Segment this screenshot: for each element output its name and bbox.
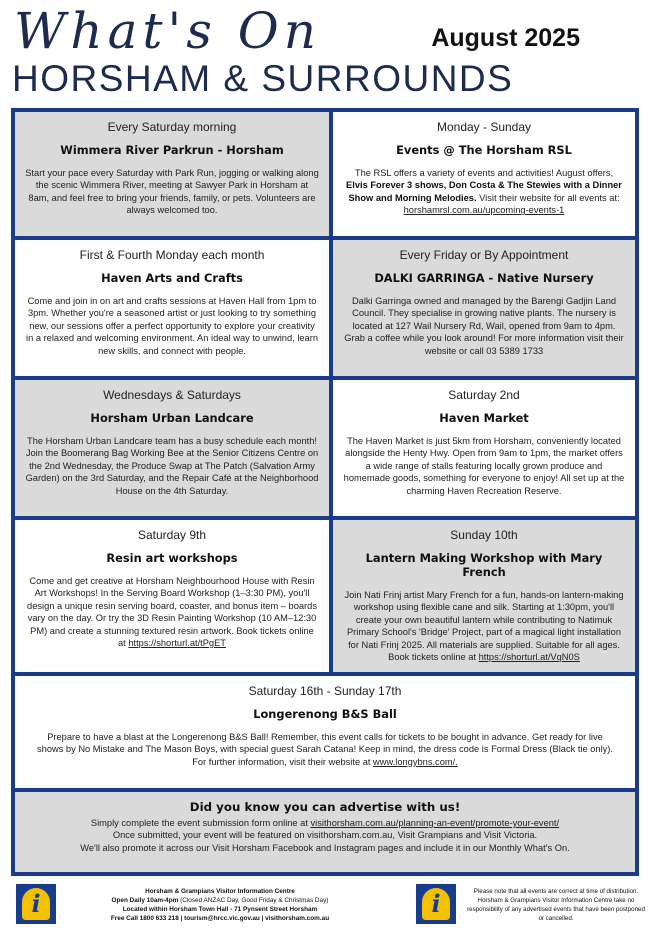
- month-heading: August 2025: [431, 24, 580, 52]
- event-date: Sunday 10th: [450, 528, 518, 542]
- event-date: Every Friday or By Appointment: [399, 248, 569, 262]
- event-booking-link[interactable]: https://shorturl.at/tPgET: [128, 638, 226, 649]
- event-card: [15, 240, 329, 376]
- event-date: Wednesdays & Saturdays: [103, 388, 241, 402]
- event-description-text: Join Nati Frinj artist Mary French for a fun, hands-on lantern-making workshop using flexible cane and silk. Starting at 1:30pm, you'll create your own beautiful lantern while contributing to Natimuk Primary School's 'Bridge' Project, part of a magical light installation for Nati Frinj 2025. All materials are supplied. Suitable for all ages. Book tickets online at: [344, 590, 624, 663]
- event-description: The Horsham Urban Landcare team has a busy schedule each month! Join the Boomerang Bag Working Bee at the Senior Citizens Centre on the 2nd Wednesday, the Produce Swap at The Patch (Salvation Army Garden) on the 3rd Saturday, and the Repair Café at the Neighborhood House on the 4th Saturday.: [25, 436, 319, 496]
- closed-days: (Closed ANZAC Day, Good Friday & Christmas Day): [178, 897, 329, 904]
- visitor-information-icon: [416, 884, 456, 924]
- event-date: Saturday 16th - Sunday 17th: [248, 684, 402, 698]
- centre-location: Located within Horsham Town Hall - 71 Pynsent Street Horsham: [122, 906, 318, 913]
- event-card: [333, 112, 635, 236]
- event-title: Events @ The Horsham RSL: [396, 143, 572, 157]
- event-description: [343, 167, 625, 217]
- event-title: Haven Arts and Crafts: [101, 271, 243, 285]
- event-description-intro: The RSL offers a variety of events and activities! August offers,: [354, 168, 614, 178]
- event-booking-link[interactable]: https://shorturl.at/VqN0S: [478, 652, 580, 663]
- event-description-highlights: Elvis Forever 3 shows, Don Costa & The Stewies with a Dinner Show and Morning Melodies.: [346, 180, 622, 203]
- event-website-link[interactable]: horshamrsl.com.au/upcoming-events-1: [403, 205, 565, 216]
- event-date: Saturday 9th: [137, 528, 207, 542]
- event-title: DALKI GARRINGA - Native Nursery: [374, 271, 594, 285]
- event-title: Horsham Urban Landcare: [90, 411, 254, 425]
- advertise-description: [25, 817, 625, 854]
- script-title: What's On: [14, 2, 321, 60]
- event-description-text: Come and get creative at Horsham Neighbourhood House with Resin Art Workshops! In the Serving Board Workshop (1–3:30 PM), you'll design a unique resin serving board, coaster, and bonus item – boards vary on the day. Or try the 3D Resin Painting Workshop (10 AM–12:30 PM) and create a stunning textured resin artwork. Book tickets online at: [27, 576, 317, 649]
- event-description-outro: Visit their website for all events at:: [476, 192, 620, 203]
- event-date: Monday - Sunday: [436, 120, 532, 134]
- event-card: [15, 380, 329, 516]
- event-card: [15, 676, 635, 788]
- advertise-box: [15, 792, 635, 872]
- event-description: Start your pace every Saturday with Park Run, jogging or walking along the scenic Wimmera River, meeting at Sawyer Park in Horsham at 8am, and feel free to bring your friends, family, or pets. Volunteers are always welcomed too.: [25, 168, 319, 216]
- event-description-text: Prepare to have a blast at the Longerenong B&S Ball! Remember, this event calls for tickets to be bought in advance. Get ready for live shows by No Mistake and The Mason Boys, with special guest Sarah Catana! Keep in mind, the dress code is Formal Dress (Black tie only). For further information, visit their website at: [37, 732, 613, 767]
- disclaimer: Please note that all events are correct at time of distribution. Horsham & Grampians Visitor Information Centre take no responsibility of any advertised events that have been postponed or cancelled.: [467, 888, 645, 922]
- visitor-centre-details: [85, 887, 355, 923]
- opening-hours: [85, 896, 355, 905]
- event-description: [37, 731, 613, 768]
- footer: [0, 880, 652, 933]
- event-website-link[interactable]: www.longybns.com/.: [373, 756, 458, 767]
- event-description: [343, 589, 625, 663]
- event-title: Resin art workshops: [106, 551, 238, 565]
- info-glyph: i: [431, 889, 441, 918]
- advertise-line-2: Once submitted, your event will be featured on visithorsham.com.au, Visit Grampians and Visit Victoria.: [112, 830, 538, 841]
- advertise-line-1-text: Simply complete the event submission form online at: [90, 818, 311, 828]
- centre-name: Horsham & Grampians Visitor Information Centre: [145, 888, 295, 895]
- event-description: Dalki Garringa owned and managed by the Barengi Gadjin Land Council. They specialise in growing native plants. The nursery is located at 127 Wail Nursery Rd, Wail, opened from 9am to 4pm. Grab a coffee while you look around! For more information visit their website or call 03 5389 1733: [344, 296, 624, 356]
- event-card: [333, 380, 635, 516]
- event-title: Haven Market: [439, 411, 529, 425]
- events-grid: [11, 108, 639, 876]
- centre-contact: Free Call 1800 633 218 | tourism@hrcc.vic.gov.au | visithorsham.com.au: [110, 915, 330, 922]
- event-title: Longerenong B&S Ball: [253, 707, 397, 721]
- info-glyph: i: [31, 889, 41, 918]
- advertise-line-3: We'll also promote it across our Visit Horsham Facebook and Instagram pages and include it in our Monthly What's On.: [80, 842, 570, 853]
- advertise-line-1: [25, 817, 625, 829]
- event-title: Wimmera River Parkrun - Horsham: [60, 143, 284, 157]
- event-description: Come and join in on art and crafts sessions at Haven Hall from 1pm to 3pm. Whether you're a seasoned artist or just looking to try something new, our sessions offer a perfect opportunity to explore your creativity in a relaxed and welcoming environment. An ideal way to unwind, learn new skills, and connect with people.: [26, 296, 318, 356]
- event-card: [333, 520, 635, 672]
- event-description: The Haven Market is just 5km from Horsham, conveniently located alongside the Henty Hwy. Open from 9am to 1pm, the market offers a wide range of stalls featuring locally grown produce and homemade goods, something for everyone to enjoy! All set up at the charming Haven Recreation Reserve.: [343, 436, 625, 496]
- event-description: [25, 575, 319, 649]
- event-date: Saturday 2nd: [448, 388, 520, 402]
- opening-hours-text: Open Daily 10am-4pm: [111, 897, 179, 904]
- event-date: First & Fourth Monday each month: [79, 248, 265, 262]
- event-date: Every Saturday morning: [107, 120, 237, 134]
- advertise-title: Did you know you can advertise with us!: [189, 800, 461, 814]
- event-card: [333, 240, 635, 376]
- submission-form-link[interactable]: visithorsham.com.au/planning-an-event/promote-your-event/: [310, 818, 560, 828]
- page-title: HORSHAM & SURROUNDS: [12, 58, 514, 99]
- event-card: [15, 520, 329, 672]
- event-card: [15, 112, 329, 236]
- visitor-information-icon: [16, 884, 56, 924]
- event-title: Lantern Making Workshop with Mary French: [365, 551, 603, 579]
